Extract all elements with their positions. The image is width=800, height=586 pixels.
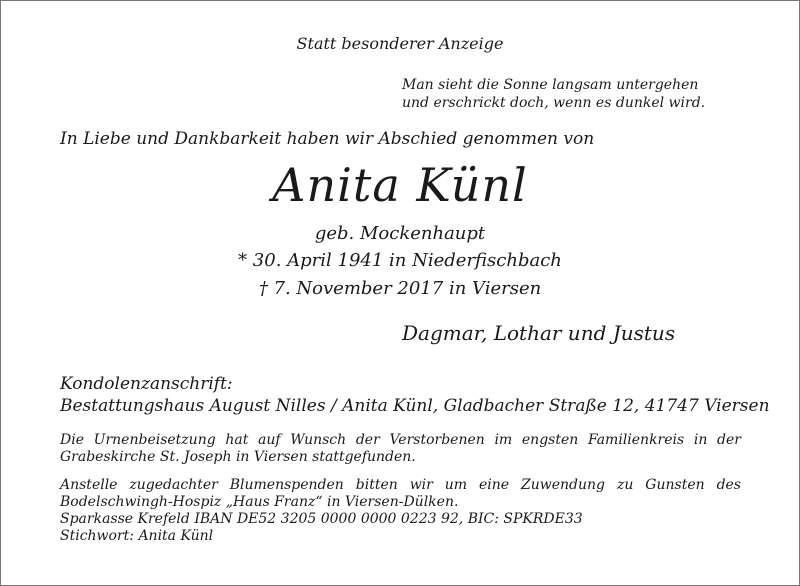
memorial-quote [402, 76, 705, 112]
donation-line-1: Anstelle zugedachter Blumenspenden bitten wir um eine Zuwendung zu Gunsten des [60, 477, 741, 493]
deceased-name: Anita Künl [272, 158, 528, 212]
urn-line-2: Grabeskirche St. Joseph in Viersen stattgefunden. [60, 449, 416, 465]
death-date: † 7. November 2017 in Viersen [258, 278, 542, 299]
notice-header: Statt besonderer Anzeige [296, 34, 504, 53]
quote-line-2: und erschrickt doch, wenn es dunkel wird. [402, 95, 706, 111]
birth-name: geb. Mockenhaupt [314, 223, 486, 244]
condolence-address-line: Bestattungshaus August Nilles / Anita Künl, Gladbacher Straße 12, 41747 Viersen [60, 396, 770, 416]
donation-line-2: Bodelschwingh-Hospiz „Haus Franz“ in Viersen-Dülken. [60, 494, 459, 510]
mourners-names: Dagmar, Lothar und Justus [402, 321, 676, 345]
bank-details: Sparkasse Krefeld IBAN DE52 3205 0000 0000 0223 92, BIC: SPKRDE33 [60, 511, 583, 527]
condolence-address [60, 373, 770, 417]
birth-date: * 30. April 1941 in Niederfischbach [238, 250, 562, 271]
quote-line-1: Man sieht die Sonne langsam untergehen [402, 77, 699, 93]
donation-keyword: Stichwort: Anita Künl [60, 528, 214, 544]
condolence-label: Kondolenzanschrift: [60, 374, 233, 394]
urn-burial-paragraph [60, 432, 741, 466]
urn-line-1: Die Urnenbeisetzung hat auf Wunsch der Verstorbenen im engsten Familienkreis in der [60, 432, 741, 448]
intro-text: In Liebe und Dankbarkeit haben wir Abschied genommen von [60, 129, 595, 149]
donation-paragraph [60, 477, 741, 545]
